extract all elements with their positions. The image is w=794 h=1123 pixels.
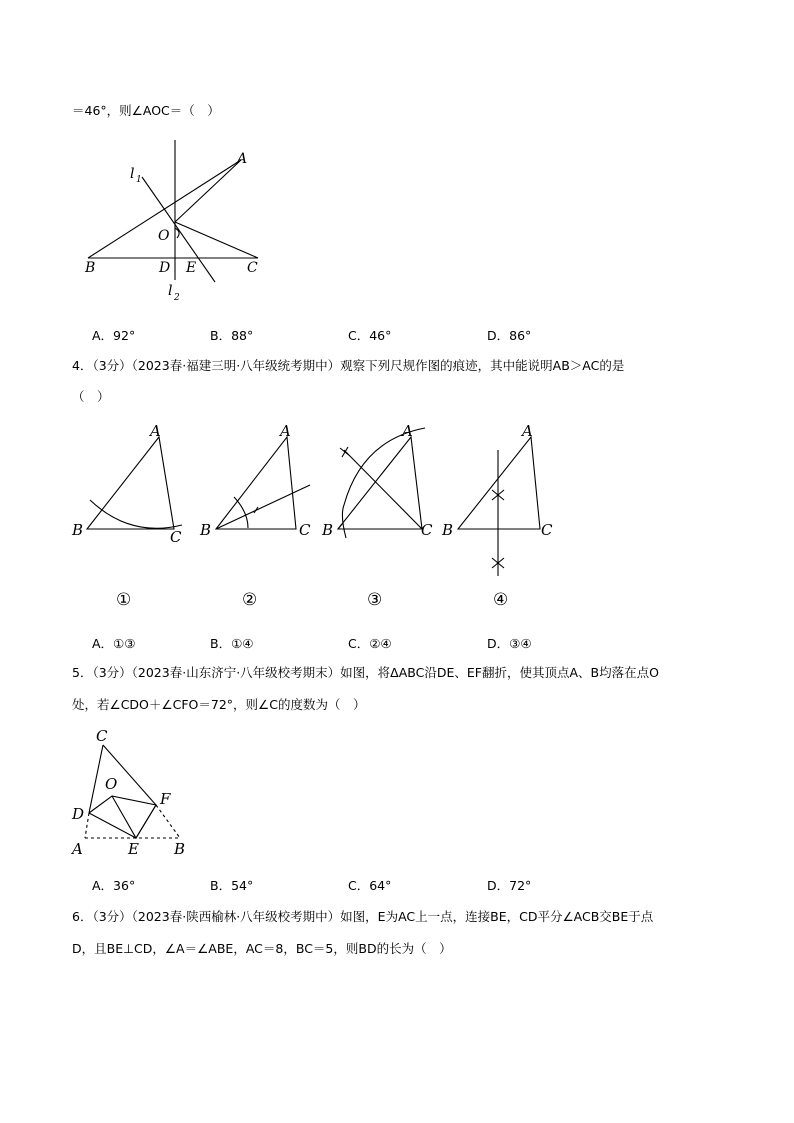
q4-fig1-label-B: B — [72, 521, 84, 539]
q5-option-c[interactable]: C．64° — [348, 878, 392, 893]
q3-label-l2-sub: 2 — [174, 293, 180, 303]
q4-fig2-label-C: C — [299, 521, 311, 539]
q4-figure-number-4: ④ — [493, 590, 509, 610]
q4-fig4-label-C: C — [541, 521, 553, 539]
q4-fig4-label-A: A — [522, 422, 533, 440]
q4-figure-4 — [440, 420, 570, 580]
q4-option-a[interactable]: A．①③ — [92, 636, 136, 651]
q3-label-O: O — [158, 228, 170, 244]
q4-fig2-label-B: B — [200, 521, 212, 539]
q3-option-a[interactable]: A．92° — [92, 328, 136, 343]
q3-label-C: C — [247, 260, 258, 276]
q5-option-d[interactable]: D．72° — [487, 878, 532, 893]
q4-fig2-label-A: A — [280, 422, 291, 440]
q3-label-E: E — [186, 260, 197, 276]
q5-label-D: D — [72, 805, 85, 823]
q5-label-C: C — [96, 727, 108, 745]
q4-option-d[interactable]: D．③④ — [487, 636, 532, 651]
q5-question-line1: 5．（3分）（2023春·山东济宁·八年级校考期末）如图，将ΔABC沿DE、EF翻折，使其顶点A、B均落在点O — [72, 665, 659, 680]
q4-fig4-label-B: B — [442, 521, 454, 539]
q3-option-b[interactable]: B．88° — [210, 328, 254, 343]
q3-label-l1-sub: 1 — [136, 175, 142, 185]
q4-fig3-label-B: B — [322, 521, 334, 539]
q6-question-line2: D，且BE⊥CD，∠A＝∠ABE，AC＝8，BC＝5，则BD的长为（ ） — [72, 941, 452, 956]
q4-fig3-label-C: C — [421, 521, 433, 539]
q4-figure-number-1: ① — [116, 590, 132, 610]
q5-option-a[interactable]: A．36° — [92, 878, 136, 893]
q4-question-line1: 4．（3分）（2023春·福建三明·八年级统考期中）观察下列尺规作图的痕迹，其中能说明AB＞AC的是 — [72, 358, 625, 373]
q4-figure-1 — [70, 420, 195, 550]
q3-option-d[interactable]: D．86° — [487, 328, 532, 343]
q3-option-c[interactable]: C．46° — [348, 328, 392, 343]
q6-question-line1: 6．（3分）（2023春·陕西榆林·八年级校考期中）如图，E为AC上一点，连接BE，CD平分∠ACB交BE于点 — [72, 909, 654, 924]
q5-question-line2: 处，若∠CDO＋∠CFO＝72°，则∠C的度数为（ ） — [72, 697, 366, 712]
q3-label-A: A — [237, 151, 248, 167]
q5-label-E: E — [128, 840, 139, 858]
q3-question-tail: ＝46°，则∠AOC＝（ ） — [72, 103, 220, 118]
q4-fig1-label-A: A — [150, 422, 161, 440]
q3-label-D: D — [159, 260, 171, 276]
q4-figure-number-2: ② — [242, 590, 258, 610]
q4-question-line2: （ ） — [72, 389, 110, 404]
q5-figure — [70, 725, 195, 860]
q5-label-F: F — [160, 790, 171, 808]
q5-label-O: O — [105, 775, 118, 793]
q5-label-B: B — [174, 840, 186, 858]
q4-option-b[interactable]: B．①④ — [210, 636, 254, 651]
q4-figure-number-3: ③ — [367, 590, 383, 610]
q3-label-l2: l — [168, 283, 173, 299]
q4-fig3-label-A: A — [402, 422, 413, 440]
q5-label-A: A — [72, 840, 83, 858]
q3-figure — [85, 140, 280, 310]
q4-fig1-label-C: C — [170, 528, 182, 546]
q4-option-c[interactable]: C．②④ — [348, 636, 392, 651]
q4-figure-2 — [198, 420, 323, 550]
q3-label-l1: l — [130, 166, 135, 182]
q3-label-B: B — [85, 260, 96, 276]
q5-option-b[interactable]: B．54° — [210, 878, 254, 893]
q4-figure-3 — [320, 420, 445, 550]
